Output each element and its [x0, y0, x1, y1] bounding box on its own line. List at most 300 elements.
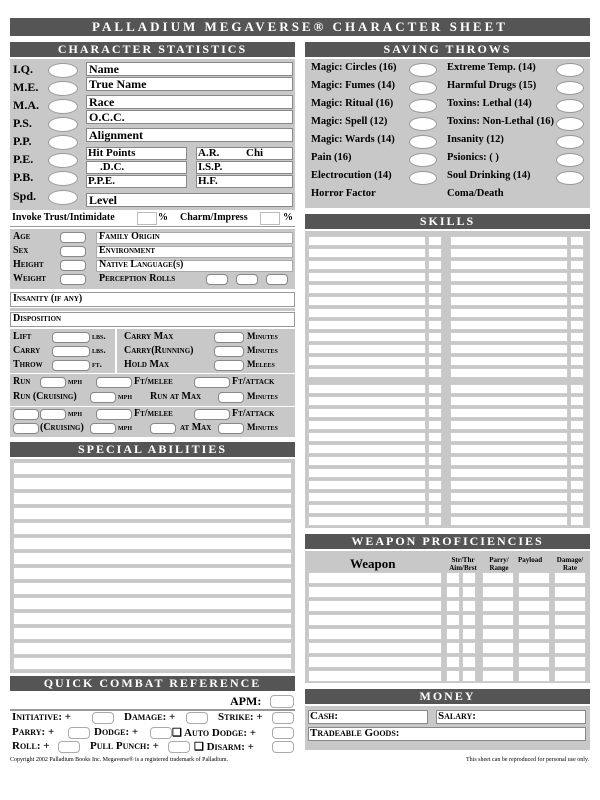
special-ability-line[interactable]: [13, 492, 292, 505]
sex-label: Sex: [13, 245, 29, 256]
weapon-damage-field[interactable]: [554, 572, 586, 584]
throw-field[interactable]: [52, 360, 90, 371]
skill-pct[interactable]: [570, 516, 584, 526]
apm-field[interactable]: [270, 695, 294, 708]
skill-row[interactable]: [450, 492, 568, 502]
skill-row[interactable]: [450, 344, 568, 354]
skill-row[interactable]: [450, 368, 568, 378]
alignment-label: Alignment: [89, 128, 143, 142]
name-label: Name: [89, 62, 119, 76]
save-left-label: Magic: Circles (16): [311, 62, 397, 73]
weapon-strike-field[interactable]: [446, 614, 460, 626]
weapon-aim-field[interactable]: [462, 670, 476, 682]
weapon-name-field[interactable]: [308, 628, 442, 640]
skill-pct[interactable]: [428, 408, 442, 418]
attr-pe-label: P.E.: [13, 152, 34, 166]
run-mph-field[interactable]: [40, 377, 66, 388]
skill-pct[interactable]: [428, 236, 442, 246]
disposition-label: Disposition: [13, 313, 62, 324]
skill-pct[interactable]: [428, 308, 442, 318]
run-ftmelee-field[interactable]: [96, 377, 132, 388]
skill-row[interactable]: [450, 480, 568, 490]
run-at-max-field[interactable]: [218, 392, 244, 403]
weapon-name-field[interactable]: [308, 586, 442, 598]
weapon-payload-field[interactable]: [518, 586, 550, 598]
footer-reproduce: This sheet can be reproduced for personal use only.: [466, 757, 590, 763]
save-right-label: Soul Drinking (14): [447, 170, 531, 181]
weapon-col-strike: Str/Thr Aim/Brst: [449, 556, 477, 572]
sdc-label: .D.C.: [100, 161, 125, 173]
weapon-payload-field[interactable]: [518, 670, 550, 682]
weapon-parry-field[interactable]: [482, 614, 514, 626]
native-language-label: Native Language(s): [99, 259, 184, 270]
weapon-payload-field[interactable]: [518, 614, 550, 626]
hf-label: H.F.: [198, 175, 218, 187]
alt-cruising-unit: mph: [118, 422, 132, 432]
pull-punch-label: Pull Punch: +: [90, 740, 159, 752]
run-at-max-label: Run at Max: [150, 391, 202, 402]
carry-max-label: Carry Max: [124, 331, 174, 342]
throw-label: Throw: [13, 359, 43, 370]
save-right-input[interactable]: [556, 153, 584, 167]
dodge-field[interactable]: [150, 727, 172, 739]
skill-row[interactable]: [308, 444, 426, 454]
skill-pct[interactable]: [570, 344, 584, 354]
skill-row[interactable]: [450, 308, 568, 318]
skill-pct[interactable]: [570, 408, 584, 418]
weapon-damage-field[interactable]: [554, 670, 586, 682]
weapon-col-weapon: Weapon: [350, 556, 396, 571]
run-ftmelee-unit: Ft/melee: [134, 376, 173, 387]
skill-pct[interactable]: [428, 344, 442, 354]
save-right-input[interactable]: [556, 117, 584, 131]
run-ftattack-field[interactable]: [194, 377, 230, 388]
weapon-payload-field[interactable]: [518, 628, 550, 640]
skill-pct[interactable]: [570, 444, 584, 454]
chi-label: Chi: [246, 147, 264, 159]
run-at-max-minutes: Minutes: [247, 391, 278, 401]
skill-pct[interactable]: [570, 320, 584, 330]
alt-at-max-minutes: Minutes: [247, 422, 278, 432]
perception-roll-3[interactable]: [266, 274, 288, 285]
skill-pct[interactable]: [428, 248, 442, 258]
skill-pct[interactable]: [570, 356, 584, 366]
weapon-damage-field[interactable]: [554, 614, 586, 626]
disarm-field[interactable]: [272, 741, 294, 753]
alt-ftmelee-unit: Ft/melee: [134, 408, 173, 419]
run-cruising-unit: mph: [118, 391, 132, 401]
special-ability-line[interactable]: [13, 612, 292, 625]
weapon-damage-field[interactable]: [554, 600, 586, 612]
weapon-parry-field[interactable]: [482, 670, 514, 682]
skill-pct[interactable]: [428, 468, 442, 478]
weapon-name-field[interactable]: [308, 600, 442, 612]
skill-row[interactable]: [308, 344, 426, 354]
auto-dodge-field[interactable]: [272, 727, 294, 739]
lift-unit: lbs.: [92, 331, 106, 341]
skill-row[interactable]: [450, 236, 568, 246]
skill-pct[interactable]: [428, 420, 442, 430]
attr-pp-input[interactable]: [48, 135, 78, 150]
weapon-payload-field[interactable]: [518, 642, 550, 654]
weapon-payload-field[interactable]: [518, 600, 550, 612]
weapon-proficiencies-header: WEAPON PROFICIENCIES: [305, 534, 590, 549]
skill-row[interactable]: [308, 516, 426, 526]
skill-row[interactable]: [450, 396, 568, 406]
skill-row[interactable]: [450, 468, 568, 478]
skill-pct[interactable]: [428, 432, 442, 442]
strike-field[interactable]: [272, 712, 294, 724]
damage-field[interactable]: [186, 712, 208, 724]
weapon-aim-field[interactable]: [462, 600, 476, 612]
level-label: Level: [89, 193, 117, 207]
save-left-label: Magic: Fumes (14): [311, 80, 395, 91]
attr-pb-input[interactable]: [48, 171, 78, 186]
skill-pct[interactable]: [570, 272, 584, 282]
special-ability-line[interactable]: [13, 507, 292, 520]
level-field[interactable]: [86, 193, 293, 207]
skill-row[interactable]: [308, 420, 426, 430]
skill-pct[interactable]: [570, 492, 584, 502]
skill-row[interactable]: [450, 432, 568, 442]
skill-row[interactable]: [308, 332, 426, 342]
insanity-label: Insanity (if any): [13, 293, 83, 304]
save-right-input[interactable]: [556, 63, 584, 77]
weapon-strike-field[interactable]: [446, 572, 460, 584]
skill-pct[interactable]: [428, 516, 442, 526]
page-title: PALLADIUM MEGAVERSE® CHARACTER SHEET: [10, 18, 590, 36]
charm-percent: %: [283, 212, 293, 223]
alt-cruising-field[interactable]: [90, 423, 116, 434]
age-field[interactable]: [60, 232, 86, 243]
weapon-col-damage: Damage/ Rate: [556, 556, 584, 572]
save-right-input[interactable]: [556, 171, 584, 185]
charm-impress-label: Charm/Impress: [180, 212, 248, 223]
save-left-input[interactable]: [409, 135, 437, 149]
save-right-label: Harmful Drugs (15): [447, 80, 537, 91]
money-header: MONEY: [305, 689, 590, 704]
skill-row[interactable]: [450, 332, 568, 342]
skill-row[interactable]: [450, 284, 568, 294]
skill-row[interactable]: [308, 492, 426, 502]
disarm-label: ❏ Disarm: +: [194, 741, 254, 753]
race-field[interactable]: [86, 95, 293, 109]
carry-running-field[interactable]: [214, 346, 244, 357]
weapon-parry-field[interactable]: [482, 586, 514, 598]
weapon-strike-field[interactable]: [446, 600, 460, 612]
alt-at-max-label: at Max: [180, 422, 212, 433]
special-ability-line[interactable]: [13, 477, 292, 490]
attr-spd-input[interactable]: [48, 190, 78, 205]
special-ability-line[interactable]: [13, 582, 292, 595]
sex-field[interactable]: [60, 246, 86, 257]
special-ability-line[interactable]: [13, 642, 292, 655]
skill-row[interactable]: [308, 396, 426, 406]
skill-row[interactable]: [308, 408, 426, 418]
skill-row[interactable]: [308, 456, 426, 466]
perception-rolls-label: Perception Rolls: [99, 273, 176, 284]
skill-row[interactable]: [308, 248, 426, 258]
environment-label: Environment: [99, 245, 156, 256]
alt-move-field[interactable]: [13, 409, 39, 420]
weapon-strike-field[interactable]: [446, 586, 460, 598]
skill-row[interactable]: [308, 308, 426, 318]
hold-max-field[interactable]: [214, 360, 244, 371]
weapon-strike-field[interactable]: [446, 628, 460, 640]
skill-row[interactable]: [308, 296, 426, 306]
skill-row[interactable]: [450, 320, 568, 330]
perception-roll-1[interactable]: [206, 274, 228, 285]
weapon-name-field[interactable]: [308, 614, 442, 626]
perception-roll-2[interactable]: [236, 274, 258, 285]
tradeable-goods-label: Tradeable Goods:: [310, 727, 400, 739]
carry-running-label: Carry(Running): [124, 345, 194, 356]
ppe-label: P.P.E.: [88, 175, 116, 187]
save-left-input[interactable]: [409, 117, 437, 131]
save-left-label: Magic: Ritual (16): [311, 98, 394, 109]
weapon-aim-field[interactable]: [462, 586, 476, 598]
skill-row[interactable]: [450, 516, 568, 526]
skill-row[interactable]: [308, 284, 426, 294]
footer-copyright: Copyright 2002 Palladium Books Inc. Megaverse® is a registered trademark of Palladium.: [10, 757, 229, 763]
attr-iq-label: I.Q.: [13, 62, 34, 76]
weapon-aim-field[interactable]: [462, 642, 476, 654]
skill-pct[interactable]: [428, 480, 442, 490]
skill-pct[interactable]: [428, 356, 442, 366]
skill-pct[interactable]: [428, 444, 442, 454]
weapon-damage-field[interactable]: [554, 628, 586, 640]
parry-field[interactable]: [68, 727, 90, 739]
special-ability-line[interactable]: [13, 462, 292, 475]
apm-label: APM:: [230, 694, 262, 708]
skill-pct[interactable]: [428, 284, 442, 294]
skill-pct[interactable]: [428, 396, 442, 406]
height-field[interactable]: [60, 260, 86, 271]
invoke-trust-field[interactable]: [137, 212, 157, 225]
save-right-label: Insanity (12): [447, 134, 504, 145]
attr-iq-input[interactable]: [48, 63, 78, 78]
carry-max-field[interactable]: [214, 332, 244, 343]
skill-row[interactable]: [450, 384, 568, 394]
pull-punch-field[interactable]: [168, 741, 190, 753]
skill-row[interactable]: [450, 356, 568, 366]
skill-pct[interactable]: [570, 420, 584, 430]
save-left-label: Magic: Wards (14): [311, 134, 395, 145]
weapon-col-payload: Payload: [518, 556, 543, 564]
skill-pct[interactable]: [428, 260, 442, 270]
save-left-input[interactable]: [409, 81, 437, 95]
skill-pct[interactable]: [570, 504, 584, 514]
saving-throws-header: SAVING THROWS: [305, 42, 590, 57]
skill-pct[interactable]: [570, 248, 584, 258]
special-ability-line[interactable]: [13, 597, 292, 610]
weapon-damage-field[interactable]: [554, 586, 586, 598]
skill-row[interactable]: [308, 384, 426, 394]
carry-field[interactable]: [52, 346, 90, 357]
alt-cruise-field[interactable]: [13, 423, 39, 434]
alt-max-pre-field[interactable]: [150, 423, 176, 434]
throw-unit: ft.: [92, 359, 102, 369]
age-label: Age: [13, 231, 31, 242]
carry-unit: lbs.: [92, 345, 106, 355]
save-left-label: Magic: Spell (12): [311, 116, 388, 127]
alt-cruising-label: (Cruising): [40, 422, 84, 433]
weapon-strike-field[interactable]: [446, 642, 460, 654]
save-left-input[interactable]: [409, 153, 437, 167]
skill-row[interactable]: [308, 320, 426, 330]
special-ability-line[interactable]: [13, 657, 292, 670]
alt-at-max-field[interactable]: [218, 423, 244, 434]
skill-pct[interactable]: [428, 504, 442, 514]
run-mph-unit: mph: [68, 376, 82, 386]
auto-dodge-label: ❏ Auto Dodge: +: [172, 727, 257, 739]
insanity-line: [10, 308, 295, 311]
skill-pct[interactable]: [570, 308, 584, 318]
skill-row[interactable]: [450, 444, 568, 454]
skill-pct[interactable]: [570, 480, 584, 490]
save-left-input[interactable]: [409, 171, 437, 185]
skill-pct[interactable]: [428, 368, 442, 378]
weight-field[interactable]: [60, 274, 86, 285]
special-ability-line[interactable]: [13, 627, 292, 640]
skill-pct[interactable]: [570, 236, 584, 246]
alt-ftmelee-field[interactable]: [96, 409, 132, 420]
weapon-parry-field[interactable]: [482, 642, 514, 654]
skill-row[interactable]: [308, 504, 426, 514]
attr-ps-input[interactable]: [48, 117, 78, 132]
weapon-strike-field[interactable]: [446, 670, 460, 682]
weapon-name-field[interactable]: [308, 670, 442, 682]
save-right-label: Extreme Temp. (14): [447, 62, 536, 73]
weapon-name-field[interactable]: [308, 642, 442, 654]
weapon-payload-field[interactable]: [518, 656, 550, 668]
skill-pct[interactable]: [428, 272, 442, 282]
special-abilities-header: SPECIAL ABILITIES: [10, 442, 295, 457]
skill-pct[interactable]: [570, 296, 584, 306]
skill-row[interactable]: [308, 272, 426, 282]
weapon-parry-field[interactable]: [482, 572, 514, 584]
skill-pct[interactable]: [428, 456, 442, 466]
strike-label: Strike: +: [218, 711, 263, 723]
save-left-label: Electrocution (14): [311, 170, 392, 181]
roll-field[interactable]: [58, 741, 80, 753]
race-label: Race: [89, 95, 115, 109]
weapon-payload-field[interactable]: [518, 572, 550, 584]
weapon-aim-field[interactable]: [462, 656, 476, 668]
carry-label: Carry: [13, 345, 41, 356]
attr-me-input[interactable]: [48, 81, 78, 96]
initiative-field[interactable]: [92, 712, 114, 724]
skill-pct[interactable]: [570, 260, 584, 270]
save-left-input[interactable]: [409, 63, 437, 77]
alt-mph-field[interactable]: [40, 409, 66, 420]
special-ability-line[interactable]: [13, 522, 292, 535]
attr-pp-label: P.P.: [13, 134, 32, 148]
skill-pct[interactable]: [428, 492, 442, 502]
skill-pct[interactable]: [570, 368, 584, 378]
carry-max-minutes: Minutes: [247, 331, 278, 341]
attr-ma-input[interactable]: [48, 99, 78, 114]
skill-row[interactable]: [450, 272, 568, 282]
weapon-parry-field[interactable]: [482, 600, 514, 612]
damage-label: Damage: +: [124, 711, 176, 723]
special-ability-line[interactable]: [13, 567, 292, 580]
weapon-damage-field[interactable]: [554, 642, 586, 654]
weapon-aim-field[interactable]: [462, 572, 476, 584]
carry-running-minutes: Minutes: [247, 345, 278, 355]
skills-header: SKILLS: [305, 214, 590, 229]
save-right-input[interactable]: [556, 99, 584, 113]
skill-row[interactable]: [450, 420, 568, 430]
skill-row[interactable]: [308, 432, 426, 442]
charm-impress-field[interactable]: [260, 212, 280, 225]
skill-row[interactable]: [308, 480, 426, 490]
skill-pct[interactable]: [570, 396, 584, 406]
special-ability-line[interactable]: [13, 537, 292, 550]
save-right-input[interactable]: [556, 135, 584, 149]
save-right-input[interactable]: [556, 81, 584, 95]
run-label: Run: [13, 376, 31, 387]
skill-row[interactable]: [308, 356, 426, 366]
quick-combat-header: QUICK COMBAT REFERENCE: [10, 676, 295, 691]
weapon-strike-field[interactable]: [446, 656, 460, 668]
weapon-aim-field[interactable]: [462, 614, 476, 626]
skill-row[interactable]: [450, 456, 568, 466]
skill-pct[interactable]: [570, 456, 584, 466]
weapon-name-field[interactable]: [308, 572, 442, 584]
height-label: Height: [13, 259, 44, 270]
weapon-aim-field[interactable]: [462, 628, 476, 640]
special-ability-line[interactable]: [13, 552, 292, 565]
skill-pct[interactable]: [570, 284, 584, 294]
occ-label: O.C.C.: [89, 110, 125, 124]
skill-row[interactable]: [450, 260, 568, 270]
skill-row[interactable]: [308, 236, 426, 246]
skill-row[interactable]: [450, 504, 568, 514]
alt-ftattack-field[interactable]: [194, 409, 230, 420]
skill-pct[interactable]: [428, 332, 442, 342]
hit-points-label: Hit Points: [88, 147, 136, 159]
run-cruising-label: Run (Cruising): [13, 391, 77, 402]
lift-field[interactable]: [52, 332, 90, 343]
run-cruising-field[interactable]: [90, 392, 116, 403]
skill-row[interactable]: [308, 468, 426, 478]
skill-row[interactable]: [308, 260, 426, 270]
skill-pct[interactable]: [570, 468, 584, 478]
parry-label: Parry: +: [12, 726, 55, 738]
skill-pct[interactable]: [570, 384, 584, 394]
weapon-damage-field[interactable]: [554, 656, 586, 668]
attr-pe-input[interactable]: [48, 153, 78, 168]
skill-row[interactable]: [450, 248, 568, 258]
skill-pct[interactable]: [570, 432, 584, 442]
skill-row[interactable]: [308, 368, 426, 378]
save-right-label: Toxins: Lethal (14): [447, 98, 532, 109]
isp-label: I.S.P.: [198, 161, 223, 173]
skill-pct[interactable]: [428, 320, 442, 330]
weapon-parry-field[interactable]: [482, 628, 514, 640]
weapon-parry-field[interactable]: [482, 656, 514, 668]
skill-pct[interactable]: [428, 296, 442, 306]
skill-row[interactable]: [450, 408, 568, 418]
skill-pct[interactable]: [570, 332, 584, 342]
weapon-col-parry: Parry/ Range: [489, 556, 509, 572]
skill-row[interactable]: [450, 296, 568, 306]
weapon-name-field[interactable]: [308, 656, 442, 668]
skill-pct[interactable]: [428, 384, 442, 394]
save-left-input[interactable]: [409, 99, 437, 113]
attr-ps-label: P.S.: [13, 116, 32, 130]
